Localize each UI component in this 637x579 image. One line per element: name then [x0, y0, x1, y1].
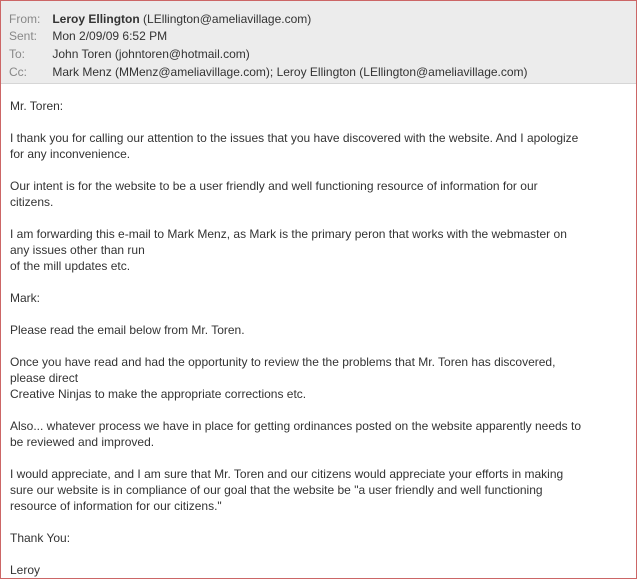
paragraph-line: Once you have read and had the opportunity to review the the problems that Mr. Toren has discovered, [10, 355, 556, 369]
paragraph-line: sure our website is in compliance of our goal that the website be "a user friendly and well functioning [10, 483, 543, 497]
sender-email[interactable]: (LEllington@ameliavillage.com) [143, 12, 312, 26]
sent-row [9, 29, 167, 44]
paragraph-line: for any inconvenience. [10, 147, 131, 161]
from-label: From: [9, 12, 41, 26]
sent-label: Sent: [9, 29, 38, 43]
email-body [10, 98, 630, 578]
paragraph-line: of the mill updates etc. [10, 259, 131, 273]
sent-date: Mon 2/09/09 6:52 PM [52, 29, 168, 43]
from-row [9, 12, 311, 27]
paragraph-line: I am forwarding this e-mail to Mark Menz, as Mark is the primary peron that works with the webmaster on [10, 227, 567, 241]
salutation-mark: Mark: [10, 291, 40, 305]
paragraph-line: Our intent is for the website to be a user friendly and well functioning resource of information for our [10, 179, 538, 193]
sender-name[interactable]: Leroy Ellington [52, 12, 140, 26]
paragraph-line: Creative Ninjas to make the appropriate corrections etc. [10, 387, 307, 401]
cc-recipients[interactable]: Mark Menz (MMenz@ameliavillage.com); Leroy Ellington (LEllington@ameliavillage.com) [52, 65, 528, 79]
paragraph-line: I would appreciate, and I am sure that Mr. Toren and our citizens would appreciate your efforts in making [10, 467, 564, 481]
to-label: To: [9, 47, 26, 61]
greeting: Mr. Toren: [10, 99, 64, 113]
paragraph-line: I thank you for calling our attention to the issues that you have discovered with the website. And I apologize [10, 131, 579, 145]
cc-row [9, 65, 528, 80]
cc-label: Cc: [9, 65, 27, 79]
paragraph-line: citizens. [10, 195, 54, 209]
paragraph-line: resource of information for our citizens." [10, 499, 222, 513]
signature: Leroy [10, 563, 41, 577]
paragraph-line: Also... whatever process we have in place for getting ordinances posted on the website apparently needs to [10, 419, 582, 433]
to-row [9, 47, 250, 62]
paragraph-line: be reviewed and improved. [10, 435, 155, 449]
closing: Thank You: [10, 531, 71, 545]
paragraph-line: Please read the email below from Mr. Toren. [10, 323, 245, 337]
paragraph-line: please direct [10, 371, 79, 385]
email-header [1, 1, 636, 84]
to-recipients[interactable]: John Toren (johntoren@hotmail.com) [52, 47, 250, 61]
paragraph-line: any issues other than run [10, 243, 145, 257]
